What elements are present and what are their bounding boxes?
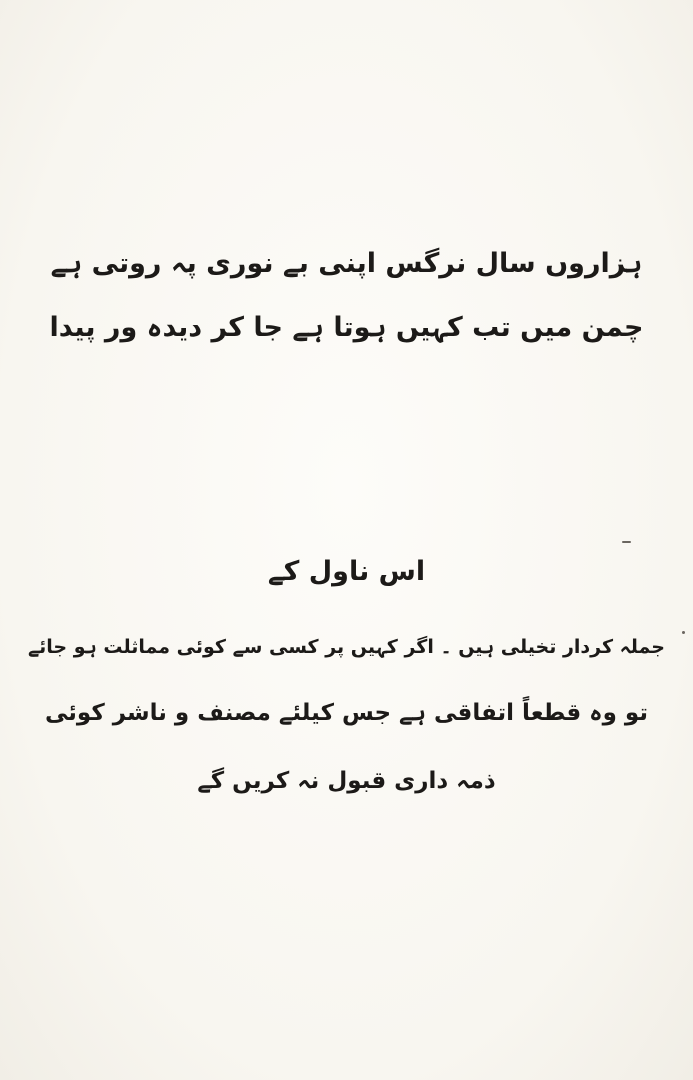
notice-heading: اس ناول کے xyxy=(267,556,426,587)
notice-line-2: تو وہ قطعاً اتفاقی ہے جس کیلئے مصنف و ناشر کوئی xyxy=(45,700,648,726)
ink-dot xyxy=(682,631,685,634)
ink-speck xyxy=(622,541,631,543)
notice-line-1: جملہ کردار تخیلی ہیں ۔ اگر کہیں پر کسی سے کوئی مماثلت ہو جائے xyxy=(28,636,665,658)
couplet-line-1: ہزاروں سال نرگس اپنی بے نوری پہ روتی ہے xyxy=(50,248,643,279)
notice-line-3: ذمہ داری قبول نہ کریں گے xyxy=(197,768,496,794)
couplet-line-2: چمن میں تب کہیں ہوتا ہے جا کر دیدہ ور پیدا xyxy=(49,312,644,343)
